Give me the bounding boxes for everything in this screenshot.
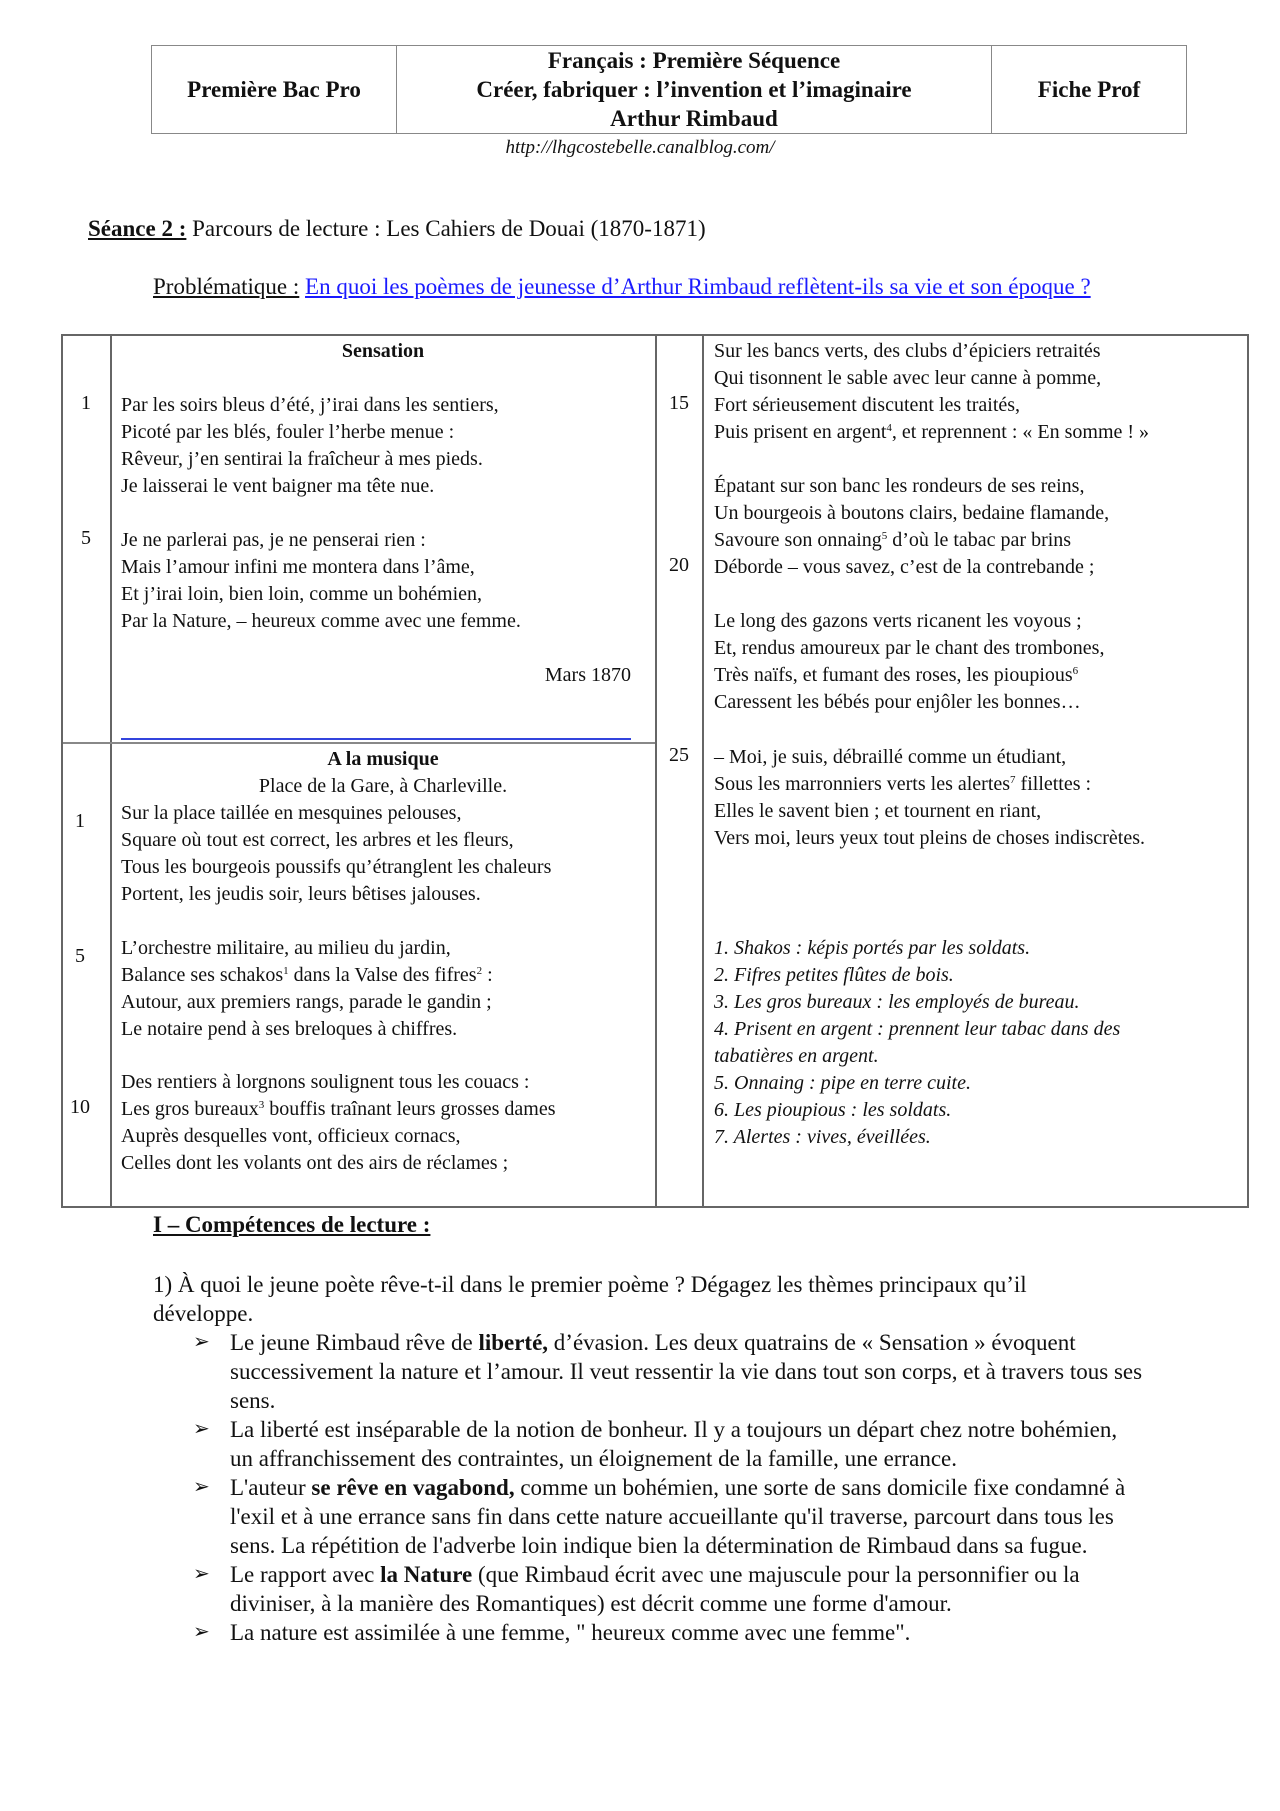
header-table bbox=[151, 45, 1187, 134]
verse-text: fillettes : bbox=[1015, 773, 1092, 795]
question-1: 1) À quoi le jeune poète rêve-t-il dans le premier poème ? Dégagez les thèmes principaux qu’il développe. bbox=[153, 1272, 1027, 1326]
verse-text: Très naïfs, et fumant des roses, les pioupious bbox=[714, 664, 1073, 686]
bullet-item bbox=[193, 1560, 1143, 1618]
footnote-ref: 5 bbox=[881, 530, 888, 542]
level-cell: Première Bac Pro bbox=[152, 46, 397, 133]
verse-line: Auprès desquelles vont, officieux cornacs, bbox=[121, 1125, 461, 1147]
verse-line: Par la Nature, – heureux comme avec une femme. bbox=[121, 610, 521, 632]
bullet-text: comme un bohémien, une sorte de sans domicile fixe condamné à l'exil et à une errance sans fin dans cette nature accueillante qu'il traverse, parcourt dans tous les sens. La répétition de l'adverbe loin indique bien la détermination de Rimbaud dans sa fugue. bbox=[230, 1475, 1126, 1558]
verse-text: d’où le tabac par brins bbox=[887, 529, 1072, 551]
poem2-left-stanza3 bbox=[121, 1069, 555, 1177]
poem-table bbox=[61, 334, 1249, 1208]
bullet-text: d’évasion. Les deux quatrains de « Sensation » évoquent successivement la nature et l’amour. Il veut ressentir la vie dans tout son corps, et à travers tous ses sens. bbox=[230, 1330, 1143, 1413]
verse-line: Fort sérieusement discutent les traités, bbox=[714, 394, 1021, 416]
poem2-right-stanza4 bbox=[714, 744, 1145, 852]
verse-line: Qui tisonnent le sable avec leur canne à pomme, bbox=[714, 367, 1102, 389]
seance-text: Parcours de lecture : Les Cahiers de Douai (1870-1871) bbox=[186, 216, 706, 241]
footnote: 3. Les gros bureaux : les employés de bureau. bbox=[714, 991, 1080, 1013]
footnote-ref: 2 bbox=[476, 965, 483, 977]
line-number: 10 bbox=[70, 1096, 90, 1118]
verse-text: Balance ses schakos bbox=[121, 964, 284, 986]
problematique-link[interactable]: En quoi les poèmes de jeunesse d’Arthur Rimbaud reflètent-ils sa vie et son époque ? bbox=[305, 274, 1091, 299]
verse-line: Vers moi, leurs yeux tout pleins de choses indiscrètes. bbox=[714, 827, 1146, 849]
line-number: 1 bbox=[75, 810, 85, 832]
verse-line: Je ne parlerai pas, je ne penserai rien : bbox=[121, 529, 426, 551]
verse-line bbox=[714, 527, 1109, 554]
arrow-bullet-icon: ➢ bbox=[193, 1331, 210, 1353]
section-title: I – Compétences de lecture : bbox=[153, 1212, 431, 1237]
answer-bullets bbox=[193, 1328, 1143, 1647]
sequence-cell bbox=[397, 46, 992, 133]
poem-title-sensation: Sensation bbox=[341, 340, 425, 362]
table-divider bbox=[702, 336, 704, 1206]
seance-label: Séance 2 : bbox=[88, 216, 187, 241]
bullet-item bbox=[193, 1415, 1143, 1473]
verse-line: L’orchestre militaire, au milieu du jardin, bbox=[121, 937, 451, 959]
verse-line: Celles dont les volants ont des airs de réclames ; bbox=[121, 1152, 509, 1174]
verse-line: Et j’irai loin, bien loin, comme un bohémien, bbox=[121, 583, 483, 605]
verse-line: Caressent les bébés pour enjôler les bonnes… bbox=[714, 691, 1081, 713]
footnote: 2. Fifres petites flûtes de bois. bbox=[714, 964, 954, 986]
verse-line: Je laisserai le vent baigner ma tête nue. bbox=[121, 475, 435, 497]
arrow-bullet-icon: ➢ bbox=[193, 1418, 210, 1440]
separator-line bbox=[121, 738, 631, 740]
verse-line: Des rentiers à lorgnons soulignent tous les couacs : bbox=[121, 1071, 530, 1093]
footnote: 7. Alertes : vives, éveillées. bbox=[714, 1126, 931, 1148]
table-divider bbox=[63, 742, 655, 744]
bullet-bold: la Nature bbox=[380, 1562, 473, 1587]
sequence-line-3: Arthur Rimbaud bbox=[610, 106, 778, 131]
bullet-item bbox=[193, 1328, 1143, 1415]
footnote: 6. Les pioupious : les soldats. bbox=[714, 1099, 952, 1121]
footnote: 4. Prisent en argent : prennent leur tabac dans des bbox=[714, 1018, 1121, 1040]
verse-line: Mais l’amour infini me montera dans l’âme, bbox=[121, 556, 475, 578]
bullet-text: La liberté est inséparable de la notion de bonheur. Il y a toujours un départ chez notre bohémien, un affranchissement des contraintes, un éloignement de la famille, une errance. bbox=[230, 1417, 1118, 1471]
arrow-bullet-icon: ➢ bbox=[193, 1476, 210, 1498]
verse-text: Les gros bureaux bbox=[121, 1098, 259, 1120]
line-number: 15 bbox=[669, 392, 689, 414]
verse-line: Elles le savent bien ; et tournent en riant, bbox=[714, 800, 1042, 822]
footnote-ref: 1 bbox=[283, 965, 289, 977]
verse-line: Picoté par les blés, fouler l’herbe menue : bbox=[121, 421, 455, 443]
bullet-text: La nature est assimilée à une femme, " heureux comme avec une femme". bbox=[230, 1620, 911, 1645]
poem2-left-stanza1 bbox=[121, 800, 551, 908]
verse-line: Portent, les jeudis soir, leurs bêtises jalouses. bbox=[121, 883, 481, 905]
verse-line: Et, rendus amoureux par le chant des trombones, bbox=[714, 637, 1105, 659]
poem2-subtitle: Place de la Gare, à Charleville. bbox=[258, 775, 508, 797]
line-number: 25 bbox=[669, 744, 689, 766]
verse-line: Le notaire pend à ses breloques à chiffres. bbox=[121, 1018, 458, 1040]
arrow-bullet-icon: ➢ bbox=[193, 1621, 210, 1643]
poem2-right-stanza1 bbox=[714, 338, 1149, 446]
verse-text: : bbox=[482, 964, 493, 986]
arrow-bullet-icon: ➢ bbox=[193, 1563, 210, 1585]
verse-text: Puis prisent en argent bbox=[714, 421, 887, 443]
poem2-right-stanza3 bbox=[714, 608, 1104, 716]
verse-text: bouffis traînant leurs grosses dames bbox=[264, 1098, 556, 1120]
bullet-item bbox=[193, 1618, 1143, 1647]
table-divider bbox=[655, 336, 657, 1206]
verse-line: Sur la place taillée en mesquines pelouses, bbox=[121, 802, 462, 824]
poem2-right-stanza2 bbox=[714, 473, 1109, 581]
verse-line bbox=[714, 662, 1104, 689]
verse-text: Sous les marronniers verts les alertes bbox=[714, 773, 1011, 795]
verse-line bbox=[121, 962, 493, 989]
line-number: 20 bbox=[669, 554, 689, 576]
footnotes bbox=[714, 935, 1120, 1151]
bullet-text: Le rapport avec bbox=[230, 1562, 381, 1587]
sequence-line-1: Français : Première Séquence bbox=[547, 48, 841, 73]
poem2-left-stanza2 bbox=[121, 935, 493, 1043]
bullet-text: L'auteur bbox=[230, 1475, 312, 1500]
verse-line: Sur les bancs verts, des clubs d’épiciers retraités bbox=[714, 340, 1101, 362]
verse-line: Déborde – vous savez, c’est de la contrebande ; bbox=[714, 556, 1095, 578]
verse-line: – Moi, je suis, débraillé comme un étudiant, bbox=[714, 746, 1067, 768]
bullet-text: (que Rimbaud écrit avec une majuscule pour la personnifier ou la diviniser, à la manière des Romantiques) est décrit comme une forme d'amour. bbox=[230, 1562, 1080, 1616]
verse-line bbox=[714, 771, 1145, 798]
verse-line: Épatant sur son banc les rondeurs de ses reins, bbox=[714, 475, 1085, 497]
line-number: 5 bbox=[75, 945, 85, 967]
problematique-label: Problématique : bbox=[153, 274, 300, 299]
footnote-ref: 7 bbox=[1010, 774, 1016, 786]
sheet-type-cell: Fiche Prof bbox=[1037, 77, 1141, 102]
bullet-bold: liberté, bbox=[478, 1330, 549, 1355]
footnote: 1. Shakos : képis portés par les soldats. bbox=[714, 937, 1031, 959]
verse-line bbox=[714, 419, 1149, 446]
poem1-stanza2 bbox=[121, 527, 521, 635]
bullet-item bbox=[193, 1473, 1143, 1560]
verse-line: Square où tout est correct, les arbres et les fleurs, bbox=[121, 829, 514, 851]
footnote-ref: 4 bbox=[886, 422, 892, 434]
verse-text: dans la Valse des fifres bbox=[288, 964, 477, 986]
verse-line bbox=[121, 1096, 555, 1123]
verse-line: Rêveur, j’en sentirai la fraîcheur à mes pieds. bbox=[121, 448, 483, 470]
bullet-text: Le jeune Rimbaud rêve de bbox=[230, 1330, 479, 1355]
poem1-date: Mars 1870 bbox=[544, 664, 631, 686]
line-number: 1 bbox=[81, 392, 91, 414]
verse-line: Par les soirs bleus d’été, j’irai dans les sentiers, bbox=[121, 394, 499, 416]
source-url: http://lhgcostebelle.canalblog.com/ bbox=[505, 137, 775, 158]
footnote-ref: 3 bbox=[258, 1099, 265, 1111]
poem-title-a-la-musique: A la musique bbox=[327, 748, 439, 770]
problematique bbox=[153, 274, 1091, 300]
verse-line: Le long des gazons verts ricanent les voyous ; bbox=[714, 610, 1082, 632]
verse-line: Autour, aux premiers rangs, parade le gandin ; bbox=[121, 991, 492, 1013]
verse-text: , et reprennent : « En somme ! » bbox=[891, 421, 1150, 443]
seance-heading bbox=[88, 216, 706, 242]
footnote: 5. Onnaing : pipe en terre cuite. bbox=[714, 1072, 971, 1094]
sequence-line-2: Créer, fabriquer : l’invention et l’imaginaire bbox=[476, 77, 912, 102]
verse-line: Un bourgeois à boutons clairs, bedaine flamande, bbox=[714, 502, 1110, 524]
footnote: tabatières en argent. bbox=[714, 1045, 879, 1067]
bullet-bold: se rêve en vagabond, bbox=[311, 1475, 515, 1500]
poem1-stanza1 bbox=[121, 392, 499, 500]
verse-text: Savoure son onnaing bbox=[714, 529, 882, 551]
verse-line: Tous les bourgeois poussifs qu’étranglent les chaleurs bbox=[121, 856, 552, 878]
footnote-ref: 6 bbox=[1072, 665, 1079, 677]
line-number: 5 bbox=[81, 527, 91, 549]
